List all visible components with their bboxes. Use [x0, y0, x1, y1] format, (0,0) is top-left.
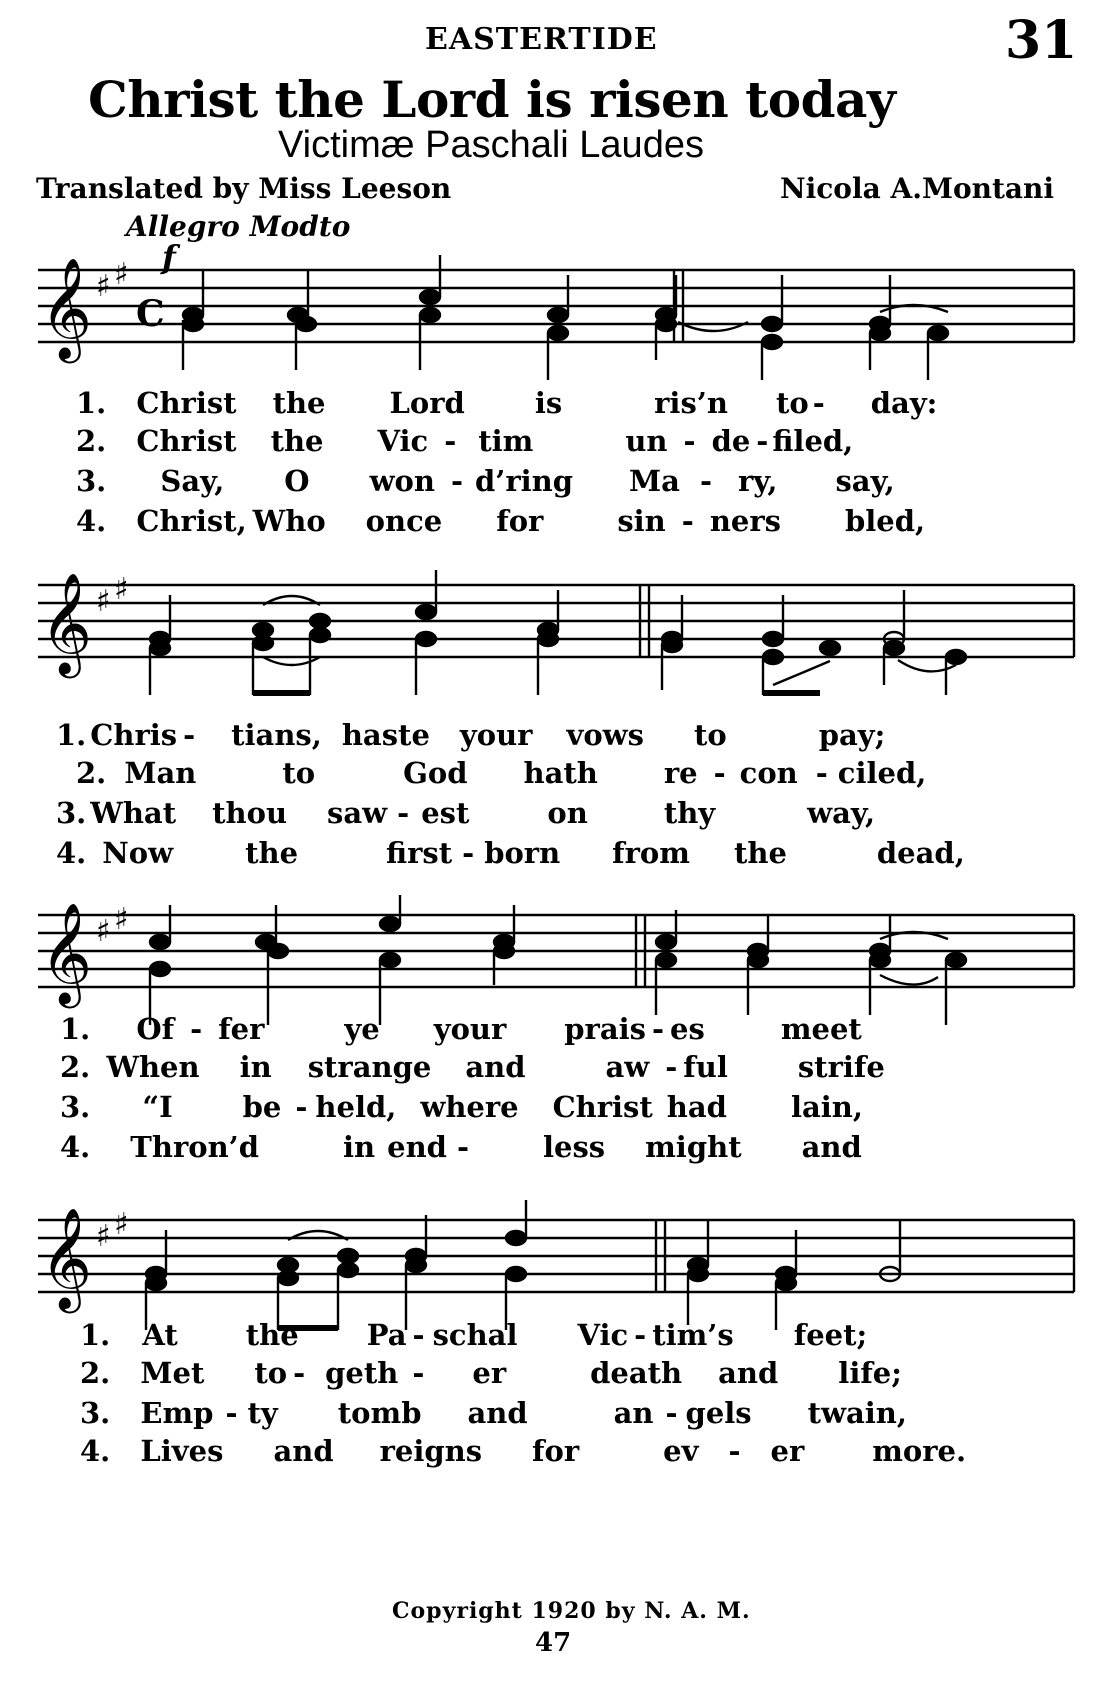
svg-text:♯: ♯ — [114, 572, 129, 607]
svg-text:♯: ♯ — [114, 902, 129, 937]
tempo-marking: Allegro Modto — [126, 210, 351, 243]
verses-system-4: 1. At the Pa - schal Vic - tim’s feet; 2. Met to - geth - er death and life; 3. Emp - ty tomb and an - gels twain, 4. Lives and reigns for ev - er more. — [80, 1318, 967, 1468]
svg-text:♯: ♯ — [96, 584, 111, 619]
translator-credit: Translated by Miss Leeson — [36, 172, 452, 205]
dynamic-marking: f — [162, 238, 176, 276]
composer-credit: Nicola A.Montani — [780, 172, 1055, 205]
svg-text:♯: ♯ — [114, 257, 129, 292]
svg-text:C: C — [136, 293, 165, 335]
footer-page-number: 47 — [535, 1628, 572, 1658]
verses-system-2: 1. Chris - tians, haste your vows to pay; 2. Man to God hath re - con - ciled, 3. What thou saw - est on thy way, 4. Now the first - born from the dead, — [56, 718, 965, 870]
hymn-subtitle: Victimæ Paschali Laudes — [278, 124, 704, 166]
page-number: 31 — [1005, 10, 1078, 71]
verses-system-3: 1. Of - fer ye your prais - es meet 2. When in strange and aw - ful strife 3. “I be - held, where Christ had lain, 4. Thron’d in end - less might and — [60, 1012, 885, 1164]
treble-clef-icon: 𝄞 — [40, 256, 93, 359]
svg-text:♯: ♯ — [96, 914, 111, 949]
verses-system-1: 1. Christ the Lord is ris’n to - day: 2. Christ the Vic - tim un - de - filed, 3. Say, O won - d’ring Ma - ry, say, 4. Christ, Who once for sin - ners bled, — [76, 386, 938, 538]
hymn-title: Christ the Lord is risen today — [88, 70, 896, 129]
treble-clef-icon: 𝄞 — [40, 901, 93, 1004]
svg-text:♯: ♯ — [96, 269, 111, 304]
copyright-notice: Copyright 1920 by N. A. M. — [392, 1598, 751, 1624]
svg-text:♯: ♯ — [114, 1207, 129, 1242]
svg-text:♯: ♯ — [96, 1219, 111, 1254]
music-staff-2 — [38, 565, 1080, 715]
section-heading: EASTERTIDE — [425, 22, 658, 57]
music-staff-1 — [38, 250, 1080, 400]
treble-clef-icon: 𝄞 — [40, 1206, 93, 1309]
treble-clef-icon: 𝄞 — [40, 571, 93, 674]
